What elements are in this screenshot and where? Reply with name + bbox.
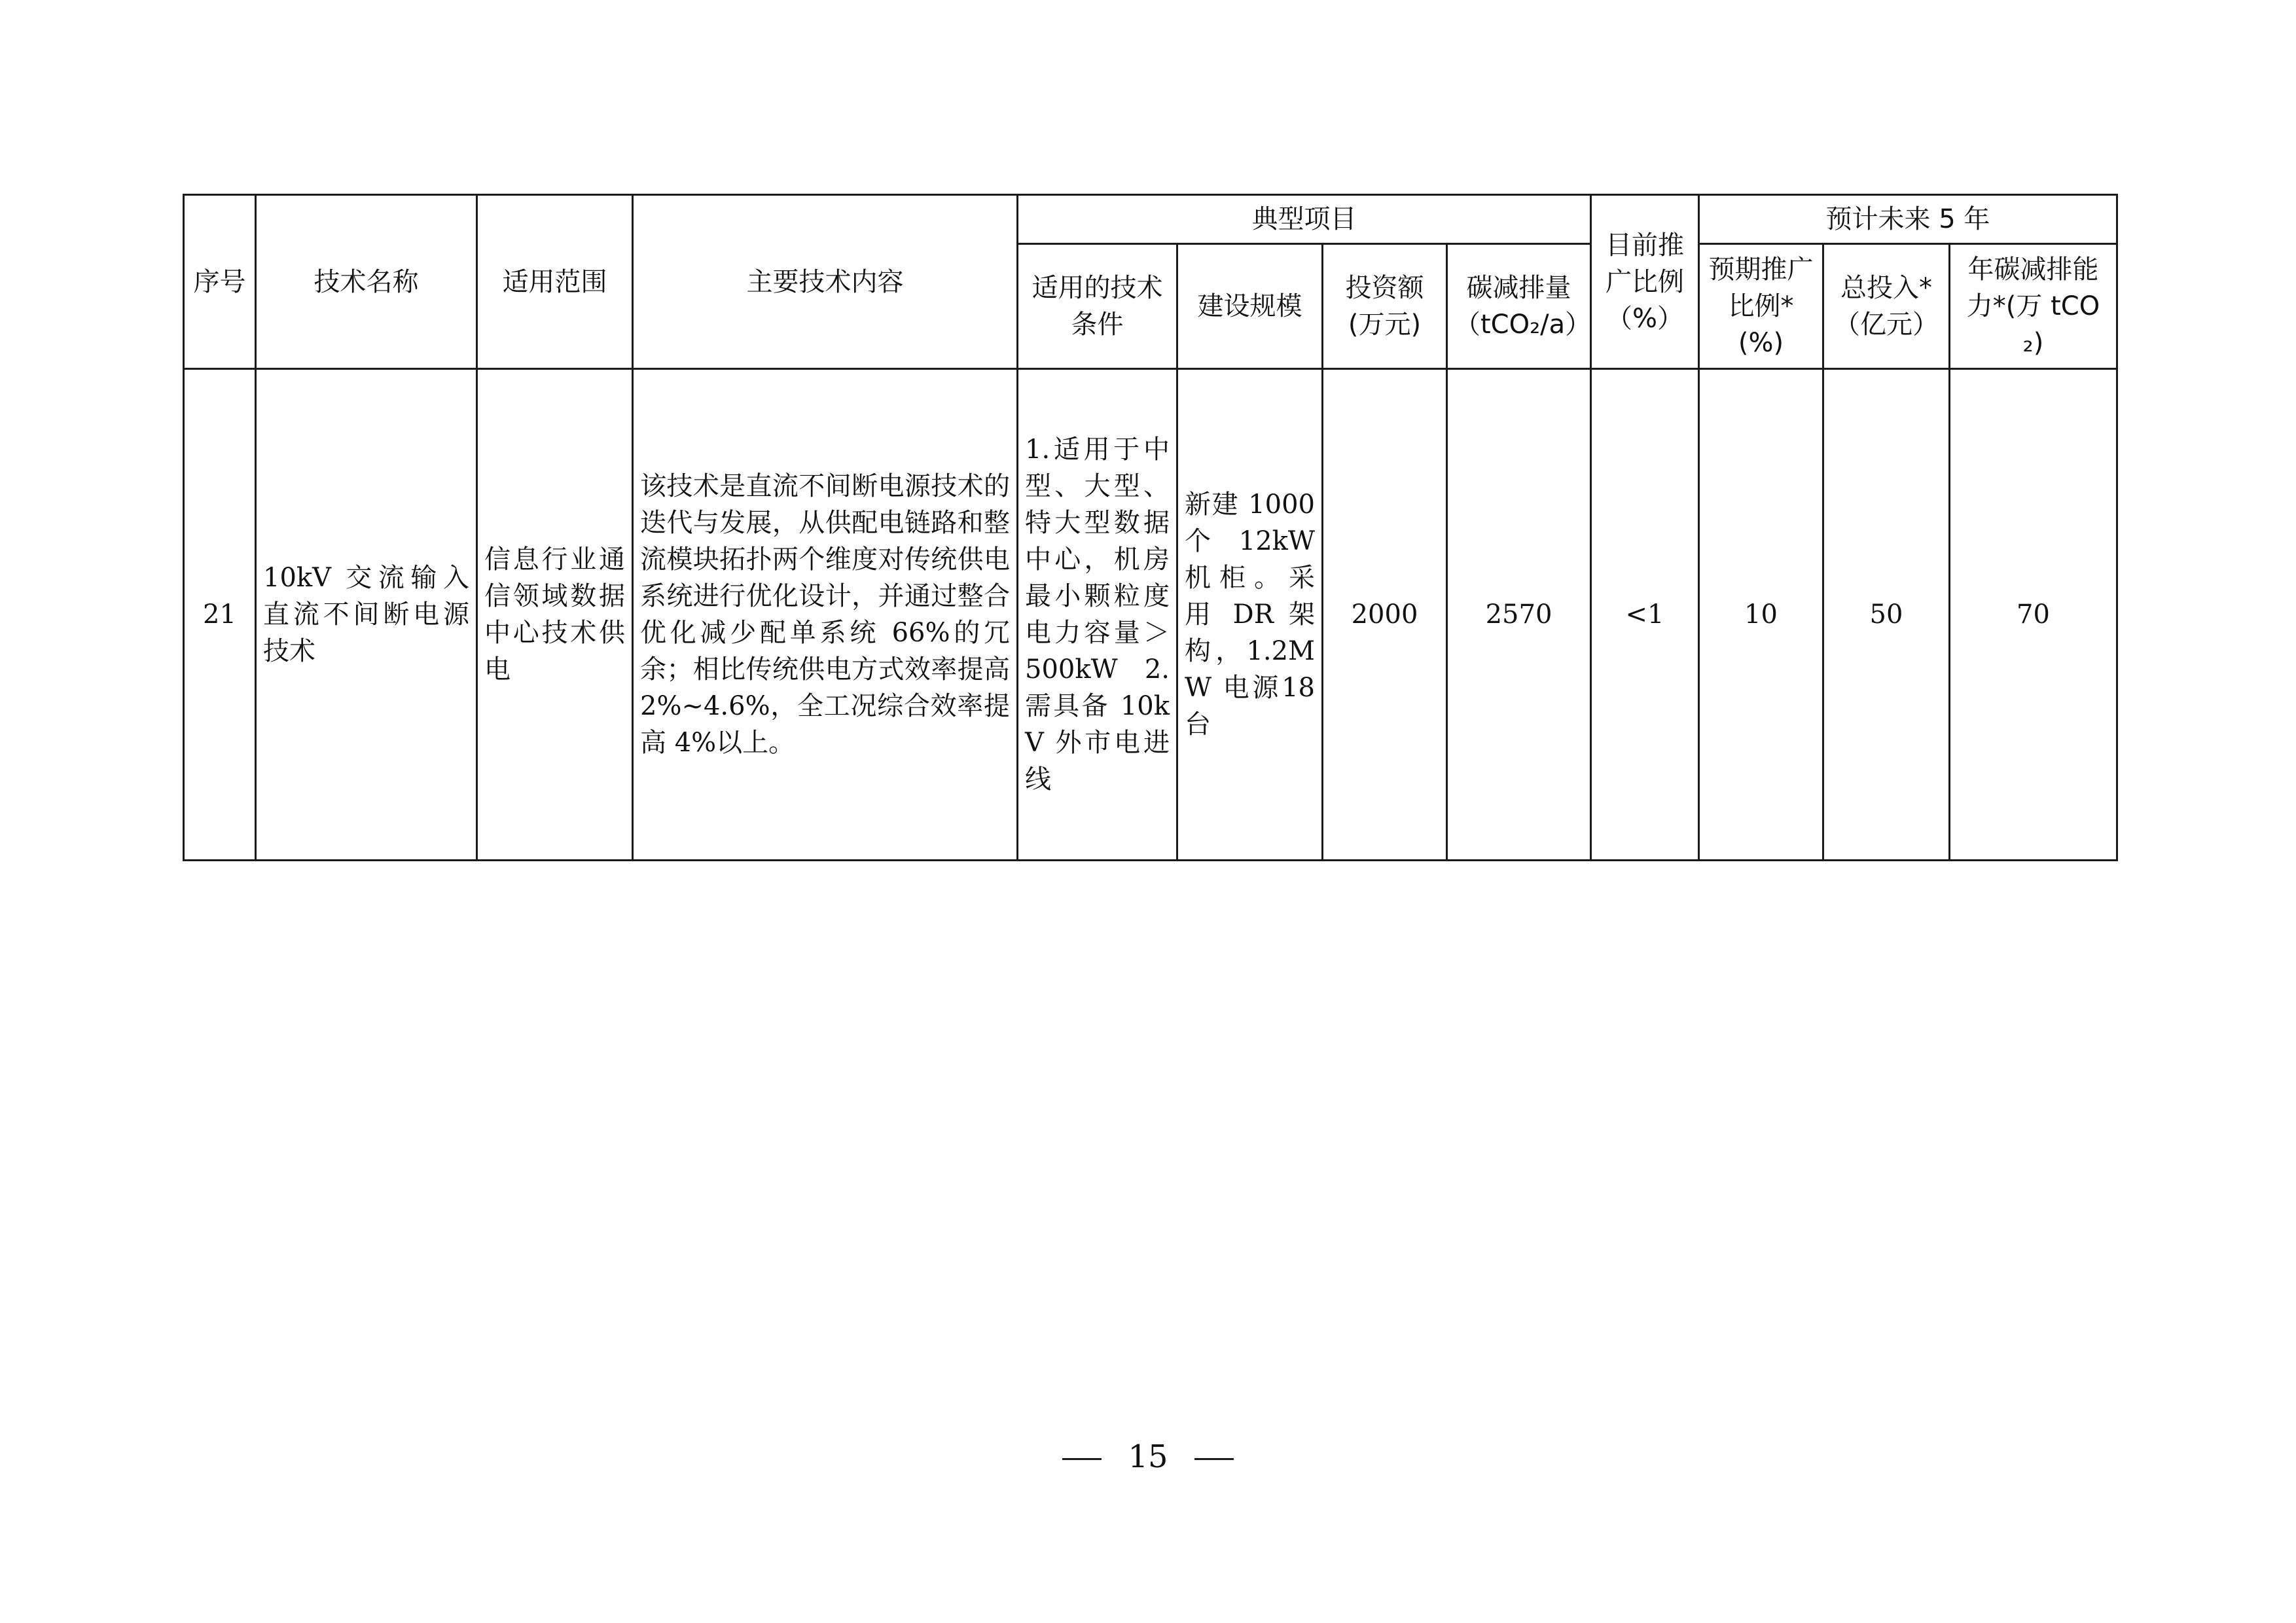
footer-dash-right xyxy=(1194,1458,1234,1460)
technology-table xyxy=(183,194,2118,861)
cell-scope: 信息行业通信领域数据中心技术供电 xyxy=(477,369,633,861)
cell-seq: 21 xyxy=(184,369,256,861)
header-carbon-reduction: 碳减排量（tCO₂/a） xyxy=(1447,244,1591,369)
header-investment: 投资额(万元) xyxy=(1323,244,1447,369)
cell-investment: 2000 xyxy=(1323,369,1447,861)
cell-expected-ratio: 10 xyxy=(1699,369,1823,861)
header-content: 主要技术内容 xyxy=(633,195,1018,369)
header-next-five-years: 预计未来 5 年 xyxy=(1699,195,2117,244)
header-annual-reduction: 年碳减排能力*(万 tCO₂) xyxy=(1950,244,2117,369)
table-row xyxy=(184,369,2117,861)
header-build-scale: 建设规模 xyxy=(1177,244,1323,369)
cell-total-invest: 50 xyxy=(1823,369,1950,861)
header-tech-name: 技术名称 xyxy=(256,195,477,369)
header-total-invest: 总投入*（亿元） xyxy=(1823,244,1950,369)
page-number: 15 xyxy=(1128,1438,1168,1475)
footer-dash-left xyxy=(1062,1458,1102,1460)
page-footer xyxy=(0,1437,2296,1476)
header-seq: 序号 xyxy=(184,195,256,369)
header-typical-project: 典型项目 xyxy=(1018,195,1591,244)
header-scope: 适用范围 xyxy=(477,195,633,369)
header-current-ratio: 目前推广比例（%） xyxy=(1591,195,1699,369)
header-expected-ratio: 预期推广比例*(%) xyxy=(1699,244,1823,369)
cell-content: 该技术是直流不间断电源技术的迭代与发展，从供配电链路和整流模块拓扑两个维度对传统供电系统进行优化设计，并通过整合优化减少配单系统 66%的冗余；相比传统供电方式效率提高 2%~4.6%，全工况综合效率提高 4%以上。 xyxy=(633,369,1018,861)
cell-tech-name: 10kV 交流输入直流不间断电源技术 xyxy=(256,369,477,861)
cell-build-scale: 新建 1000 个 12kW 机柜。采用 DR 架构，1.2MW 电源18 台 xyxy=(1177,369,1323,861)
cell-carbon-reduction: 2570 xyxy=(1447,369,1591,861)
header-tech-conditions: 适用的技术条件 xyxy=(1018,244,1177,369)
cell-tech-conditions: 1.适用于中型、大型、特大型数据中心，机房最小颗粒度电力容量＞500kW 2.需具备 10kV 外市电进线 xyxy=(1018,369,1177,861)
cell-current-ratio: <1 xyxy=(1591,369,1699,861)
cell-annual-reduction: 70 xyxy=(1950,369,2117,861)
